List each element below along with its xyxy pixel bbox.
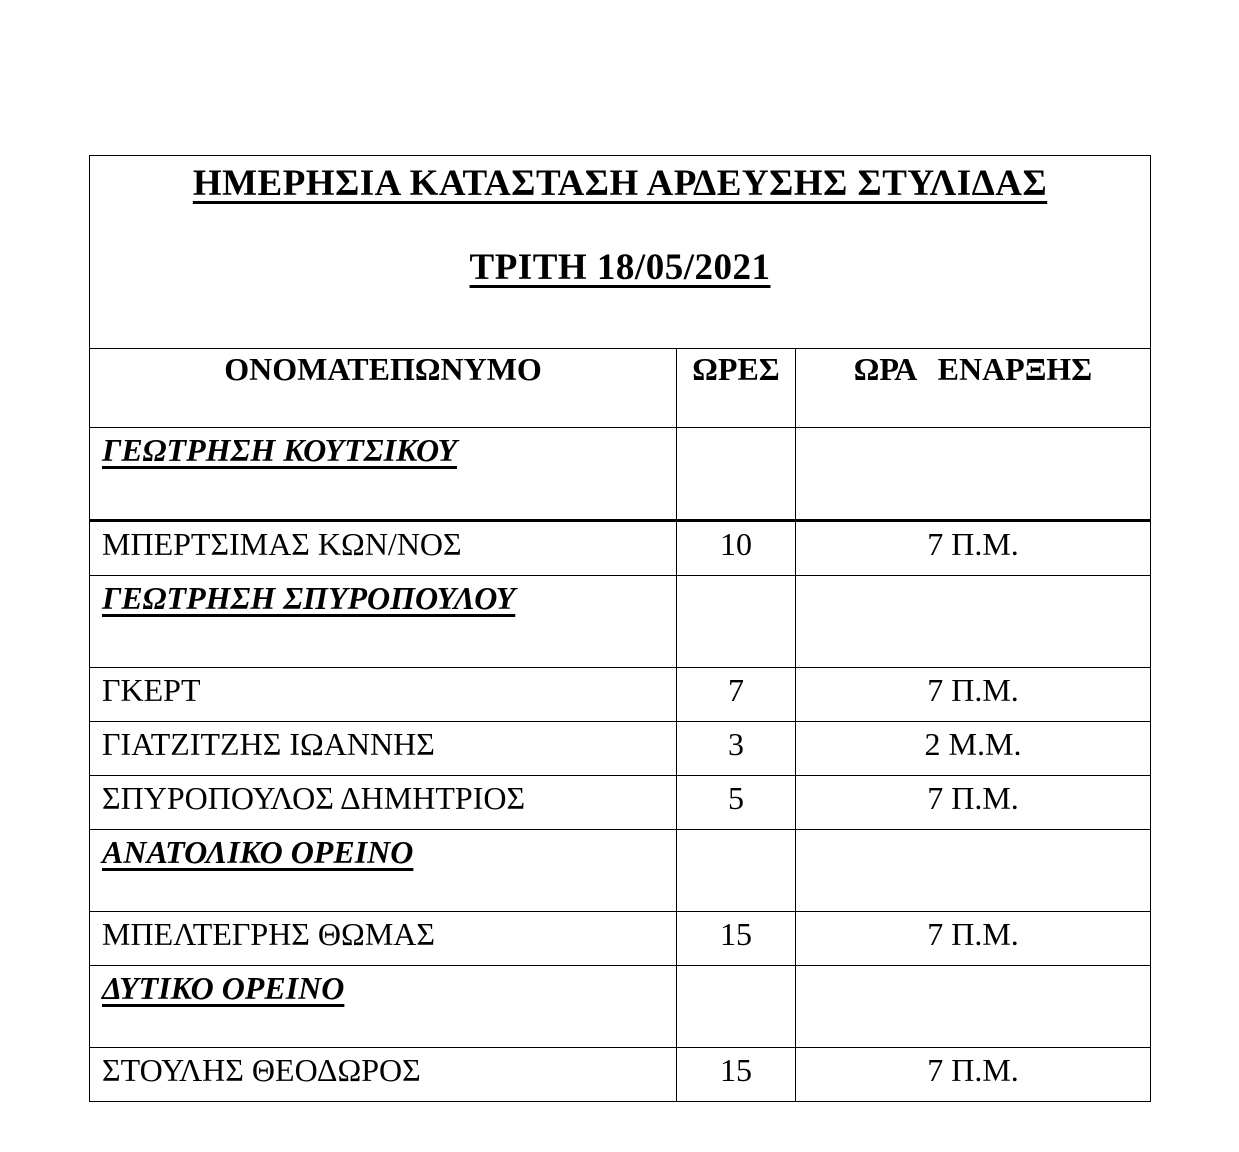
section-hours-empty: [677, 576, 796, 668]
header-hours: ΩΡΕΣ: [677, 349, 796, 428]
worker-name: ΣΠΥΡΟΠΟΥΛΟΣ ΔΗΜΗΤΡΙΟΣ: [90, 776, 677, 830]
worker-start-time: 7 Π.Μ.: [796, 521, 1151, 576]
header-name: ΟΝΟΜΑΤΕΠΩΝΥΜΟ: [90, 349, 677, 428]
worker-hours: 15: [677, 912, 796, 966]
worker-start-time: 7 Π.Μ.: [796, 668, 1151, 722]
section-start-empty: [796, 428, 1151, 521]
section-row: [90, 428, 1151, 521]
worker-start-time: 2 Μ.Μ.: [796, 722, 1151, 776]
section-row: [90, 966, 1151, 1048]
document-title: ΗΜΕΡΗΣΙΑ ΚΑΤΑΣΤΑΣΗ ΑΡΔΕΥΣΗΣ ΣΤΥΛΙΔΑΣ: [192, 163, 1048, 204]
section-start-empty: [796, 576, 1151, 668]
section-row: [90, 576, 1151, 668]
worker-start-time: 7 Π.Μ.: [796, 912, 1151, 966]
worker-name: ΣΤΟΥΛΗΣ ΘΕΟΔΩΡΟΣ: [90, 1048, 677, 1102]
table-row: [90, 722, 1151, 776]
section-hours-empty: [677, 428, 796, 521]
worker-name: ΜΠΕΡΤΣΙΜΑΣ ΚΩΝ/ΝΟΣ: [90, 521, 677, 576]
worker-start-time: 7 Π.Μ.: [796, 776, 1151, 830]
section-name: ΓΕΩΤΡΗΣΗ ΚΟΥΤΣΙΚΟΥ: [90, 428, 677, 521]
table-row: [90, 521, 1151, 576]
section-row: [90, 830, 1151, 912]
title-row: [90, 156, 1151, 349]
worker-hours: 7: [677, 668, 796, 722]
table-row: [90, 1048, 1151, 1102]
worker-hours: 15: [677, 1048, 796, 1102]
worker-hours: 10: [677, 521, 796, 576]
section-start-empty: [796, 966, 1151, 1048]
header-start-time: ΩΡΑ ΕΝΑΡΞΗΣ: [796, 349, 1151, 428]
worker-name: ΓΚΕΡΤ: [90, 668, 677, 722]
header-row: [90, 349, 1151, 428]
title-cell: [90, 156, 1151, 349]
table-row: [90, 912, 1151, 966]
section-hours-empty: [677, 966, 796, 1048]
table-row: [90, 776, 1151, 830]
irrigation-schedule-table: [89, 155, 1151, 1102]
section-name: ΓΕΩΤΡΗΣΗ ΣΠΥΡΟΠΟΥΛΟΥ: [90, 576, 677, 668]
worker-hours: 5: [677, 776, 796, 830]
worker-hours: 3: [677, 722, 796, 776]
table-row: [90, 668, 1151, 722]
section-name: ΑΝΑΤΟΛΙΚΟ ΟΡΕΙΝΟ: [90, 830, 677, 912]
section-hours-empty: [677, 830, 796, 912]
worker-start-time: 7 Π.Μ.: [796, 1048, 1151, 1102]
section-start-empty: [796, 830, 1151, 912]
worker-name: ΜΠΕΛΤΕΓΡΗΣ ΘΩΜΑΣ: [90, 912, 677, 966]
section-name: ΔΥΤΙΚΟ ΟΡΕΙΝΟ: [90, 966, 677, 1048]
document-date: ΤΡΙΤΗ 18/05/2021: [469, 247, 771, 288]
worker-name: ΓΙΑΤΖΙΤΖΗΣ ΙΩΑΝΝΗΣ: [90, 722, 677, 776]
